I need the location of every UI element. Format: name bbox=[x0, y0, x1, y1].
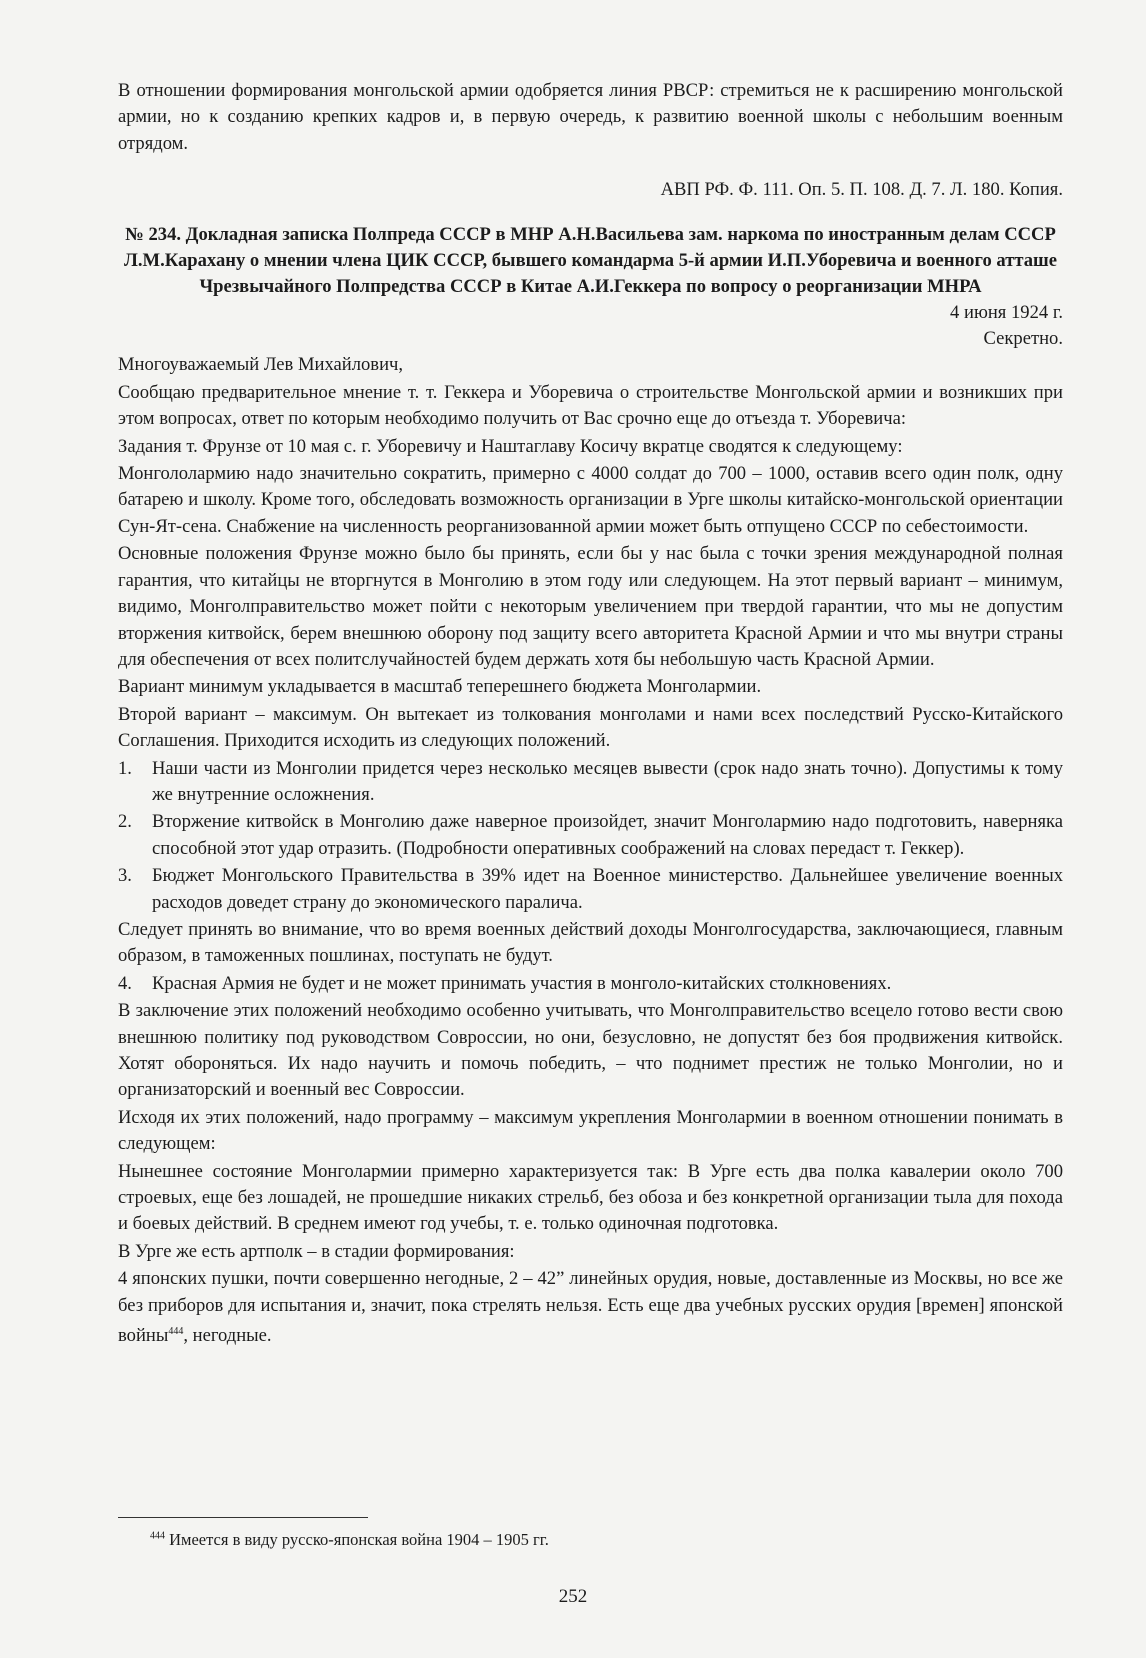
paragraph-9: Исходя их этих положений, надо программу – максимум укрепления Монголармии в военном отношении понимать в следующем: bbox=[118, 1106, 1063, 1155]
paragraph-11: В Урге же есть артполк – в стадии формирования: bbox=[118, 1240, 515, 1262]
paragraph-6: Второй вариант – максимум. Он вытекает из толкования монголами и нами всех последствий Русско-Китайского Соглашения. Приходится исходить из следующих положений. bbox=[118, 703, 1063, 752]
document-heading: № 234. Докладная записка Полпреда СССР в МНР А.Н.Васильева зам. наркома по иностранным делам СССР Л.М.Карахану о мнении члена ЦИК СССР, бывшего командарма 5-й армии И.П.Уборевича и военного атташе Чрезвычайного Полпредства СССР в Китае А.И.Геккера по вопросу о реорганизации МНРА bbox=[124, 223, 1057, 297]
intro-paragraph: В отношении формирования монгольской армии одобряется линия РВСР: стремиться не к расширению монгольской армии, но к созданию крепких кадров и, в первую очередь, к развитию военной школы с небольшим военным отрядом. bbox=[118, 80, 1063, 154]
archive-source: АВП РФ. Ф. 111. Оп. 5. П. 108. Д. 7. Л. 180. Копия. bbox=[660, 179, 1063, 201]
paragraph-3: Монгололармию надо значительно сократить, примерно с 4000 солдат до 700 – 1000, оставив всего один полк, одну батарею и школу. Кроме того, обследовать возможность организации в Урге школы китайско-монгольской ориентации Сун-Ят-сена. Снабжение на численность реорганизованной армии может быть отпущено СССР по себестоимости. bbox=[118, 463, 1063, 537]
salutation: Многоуважаемый Лев Михайлович, bbox=[118, 354, 404, 376]
document-date: 4 июня 1924 г. bbox=[950, 301, 1063, 323]
page-content bbox=[118, 78, 1063, 1350]
paragraph-1: Сообщаю предварительное мнение т. т. Геккера и Уборевича о строительстве Монгольской армии и возникших при этом вопросах, ответ по которым необходимо получить от Вас срочно еще до отъезда т. Уборевича: bbox=[118, 381, 1063, 430]
paragraph-2: Задания т. Фрунзе от 10 мая с. г. Уборевичу и Наштаглаву Косичу вкратце сводятся к следующему: bbox=[118, 435, 903, 457]
paragraph-5: Вариант минимум укладывается в масштаб теперешнего бюджета Монголармии. bbox=[118, 676, 762, 698]
paragraph-7: Следует принять во внимание, что во время военных действий доходы Монголгосударства, заключающиеся, главным образом, в таможенных пошлинах, поступать не будут. bbox=[118, 918, 1063, 967]
page-number: 252 bbox=[558, 1586, 588, 1607]
paragraph-10: Нынешнее состояние Монголармии примерно характеризуется так: В Урге есть два полка кавалерии около 700 строевых, еще без лошадей, не прошедшие никаких стрельб, без обоза и без конкретной организации тыла для похода и боевых действий. В среднем имеют год учебы, т. е. только одиночная подготовка. bbox=[118, 1160, 1063, 1235]
footnote-ref: 444 bbox=[168, 1326, 184, 1338]
list-item: 4. Красная Армия не будет и не может принимать участия в монголо-китайских столкновениях. bbox=[118, 972, 892, 994]
paragraph-8: В заключение этих положений необходимо особенно учитывать, что Монголправительство всецело готово вести свою внешнюю политику под руководством Совроссии, но они, безусловно, не допустят без боя продвижения китвойск. Хотят обороняться. Их надо научить и помочь победить, – что поднимет престиж не только Монголии, но и организаторский и военный вес Совроссии. bbox=[118, 1000, 1063, 1101]
paragraph-4: Основные положения Фрунзе можно было бы принять, если бы у нас была с точки зрения международной полная гарантия, что китайцы не вторгнутся в Монголию в этом году или следующем. На этот первый вариант – минимум, видимо, Монголправительство может пойти с некоторым увеличением при твердой гарантии, что мы не допустим вторжения китвойск, берем внешнюю оборону под защиту всего авторитета Красной Армии и что мы внутри страны для обеспечения от всех политслучайностей будем держать хотя бы небольшую часть Красной Армии. bbox=[118, 543, 1063, 670]
footnote-divider bbox=[118, 1517, 368, 1518]
list-item: 2. Вторжение китвойск в Монголию даже наверное произойдет, значит Монголармию надо подготовить, наверняка способной этот удар отразить. (Подробности оперативных соображений на словах передаст т. Геккер). bbox=[118, 811, 1063, 859]
footnote: $^{444}$ Имеется в виду русско-японская война 1904 – 1905 гг. bbox=[150, 1530, 549, 1549]
paragraph-12: 4 японских пушки, почти совершенно негодные, 2 – 42” линейных орудия, новые, доставленные из Москвы, но все же без приборов для испытания и, значит, пока стрелять нельзя. Есть еще два учебных русских орудия [времен] японской войны$^{444}$, негодные. bbox=[118, 1268, 1063, 1347]
list-item: 3. Бюджет Монгольского Правительства в 39% идет на Военное министерство. Дальнейшее увеличение военных расходов доведет страну до экономического паралича. bbox=[118, 865, 1063, 913]
list-item: 1. Наши части из Монголии придется через несколько месяцев вывести (срок надо знать точно). Допустимы к тому же внутренние осложнения. bbox=[118, 757, 1063, 805]
secret-mark: Секретно. bbox=[983, 328, 1063, 350]
